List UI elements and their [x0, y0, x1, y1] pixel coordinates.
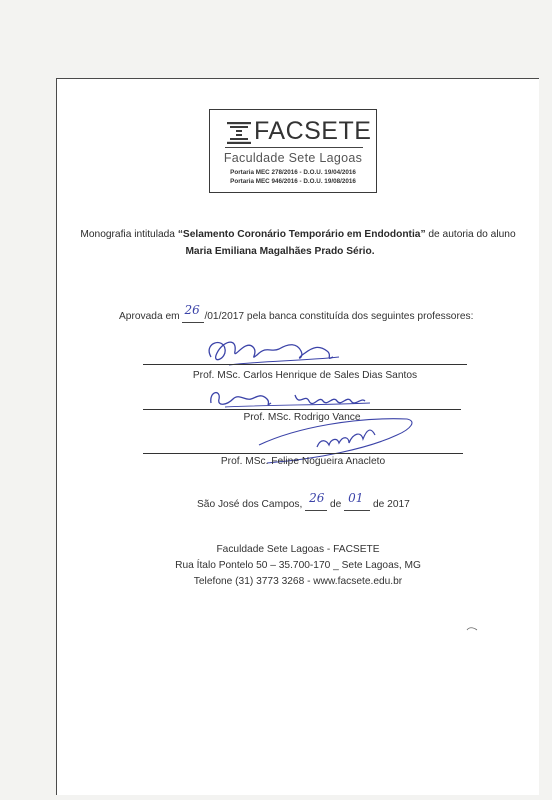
- place-date-line: [197, 491, 410, 511]
- intro-suffix: de autoria do aluno: [425, 229, 516, 240]
- intro-line-1: [57, 226, 539, 243]
- signature-line-2: [143, 409, 461, 410]
- date-mid: de: [327, 499, 345, 510]
- logo-portaria-2: Portaria MEC 946/2016 - D.O.U. 19/08/2016: [230, 178, 356, 185]
- logo-subtitle: Faculdade Sete Lagoas: [223, 151, 363, 165]
- scan-mark-icon: [466, 626, 478, 632]
- approval-suffix: /01/2017 pela banca constituída dos seguintes professores:: [204, 311, 474, 322]
- approval-day-handwritten: 26: [184, 303, 200, 317]
- intro-paragraph: [57, 226, 539, 260]
- date-day-field: [305, 491, 327, 511]
- date-month-field: [344, 491, 370, 511]
- monograph-title: “Selamento Coronário Temporário em Endodontia”: [177, 229, 426, 240]
- footer-line-3: Telefone (31) 3773 3268 - www.facsete.edu.br: [193, 576, 403, 587]
- date-suffix: de 2017: [370, 499, 410, 510]
- document-page: [56, 78, 539, 795]
- signature-line-3: [143, 453, 463, 454]
- author-name: Maria Emiliana Magalhães Prado Sério.: [185, 246, 375, 257]
- logo-name: FACSETE: [254, 117, 372, 145]
- logo-portaria-1: Portaria MEC 278/2016 - D.O.U. 19/04/2016: [230, 169, 356, 176]
- place-prefix: São José dos Campos,: [197, 499, 306, 510]
- signature-rodrigo-vance: [205, 385, 375, 415]
- facsete-logo: [209, 109, 377, 193]
- date-day-handwritten: 26: [309, 491, 325, 505]
- intro-prefix: Monografia intitulada: [80, 229, 178, 240]
- approval-prefix: Aprovada em: [119, 311, 183, 322]
- professor-2-name: Prof. MSc. Rodrigo Vance: [243, 412, 361, 423]
- date-month-handwritten: 01: [348, 491, 364, 505]
- logo-divider: [225, 147, 363, 148]
- signature-line-1: [143, 364, 467, 365]
- footer-line-2: Rua Ítalo Pontelo 50 – 35.700-170 _ Sete Lagoas, MG: [175, 560, 421, 571]
- professor-1-name: Prof. MSc. Carlos Henrique de Sales Dias Santos: [192, 370, 418, 381]
- professor-3-name: Prof. MSc. Felipe Nogueira Anacleto: [220, 456, 386, 467]
- facsete-emblem-icon: [227, 122, 251, 144]
- approval-day-field: [182, 303, 204, 323]
- intro-line-2: [21, 243, 539, 260]
- approval-line: [119, 303, 474, 323]
- footer-line-1: Faculdade Sete Lagoas - FACSETE: [216, 544, 380, 555]
- signature-carlos-henrique: [201, 335, 341, 371]
